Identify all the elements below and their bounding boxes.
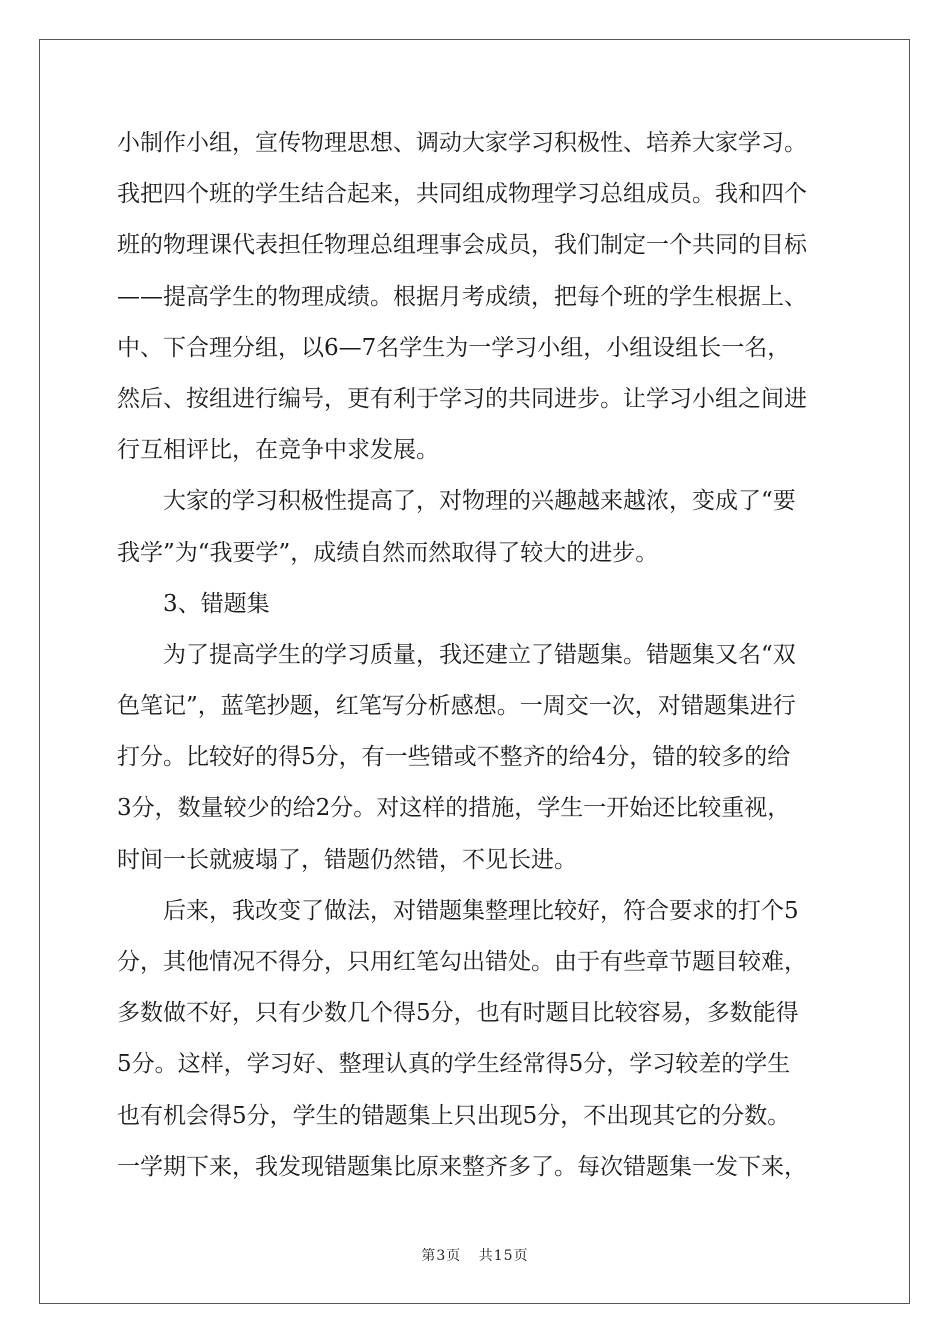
text-line: 3分，数量较少的给2分。对这样的措施，学生一开始还比较重视， <box>117 795 791 822</box>
text-line: 我把四个班的学生结合起来，共同组成物理学习总组成员。我和四个 <box>117 181 807 208</box>
text-line: 班的物理课代表担任物理总组理事会成员，我们制定一个共同的目标 <box>117 232 807 259</box>
text-line: 为了提高学生的学习质量，我还建立了错题集。错题集又名“双 <box>163 641 796 668</box>
text-line: 分，其他情况不得分，只用红笔勾出错处。由于有些章节题目较难， <box>117 949 807 975</box>
page-number: 第3页 <box>421 1248 462 1264</box>
text-line: 我学”为“我要学”，成绩自然而然取得了较大的进步。 <box>117 539 659 566</box>
text-line: 多数做不好，只有少数几个得5分，也有时题目比较容易，多数能得 <box>117 1000 799 1027</box>
page-footer <box>0 1245 950 1265</box>
text-line: 5分。这样，学习好、整理认真的学生经常得5分，学习较差的学生 <box>117 1051 791 1078</box>
text-line: 时间一长就疲塌了，错题仍然错，不见长进。 <box>117 846 577 873</box>
text-line: 然后、按组进行编号，更有利于学习的共同进步。让学习小组之间进 <box>117 385 807 412</box>
text-line: ——提高学生的物理成绩。根据月考成绩，把每个班的学生根据上、 <box>117 283 807 310</box>
text-line: 中、下合理分组，以6—7名学生为一学习小组，小组设组长一名， <box>117 334 791 361</box>
text-line: 小制作小组，宣传物理思想、调动大家学习积极性、培养大家学习。 <box>117 130 807 156</box>
text-line: 大家的学习积极性提高了，对物理的兴趣越来越浓，变成了“要 <box>163 488 796 515</box>
text-line: 一学期下来，我发现错题集比原来整齐多了。每次错题集一发下来， <box>117 1153 807 1180</box>
page-total: 共15页 <box>478 1248 529 1264</box>
text-line: 行互相评比，在竞争中求发展。 <box>117 437 439 464</box>
text-line: 3、错题集 <box>163 590 270 617</box>
text-line: 也有机会得5分，学生的错题集上只出现5分，不出现其它的分数。 <box>117 1102 791 1129</box>
text-line: 打分。比较好的得5分，有一些错或不整齐的给4分，错的较多的给 <box>117 744 791 771</box>
text-line: 后来，我改变了做法，对错题集整理比较好，符合要求的打个5 <box>163 897 799 924</box>
text-line: 色笔记”，蓝笔抄题，红笔写分析感想。一周交一次，对错题集进行 <box>117 693 796 720</box>
document-body <box>117 118 833 1193</box>
